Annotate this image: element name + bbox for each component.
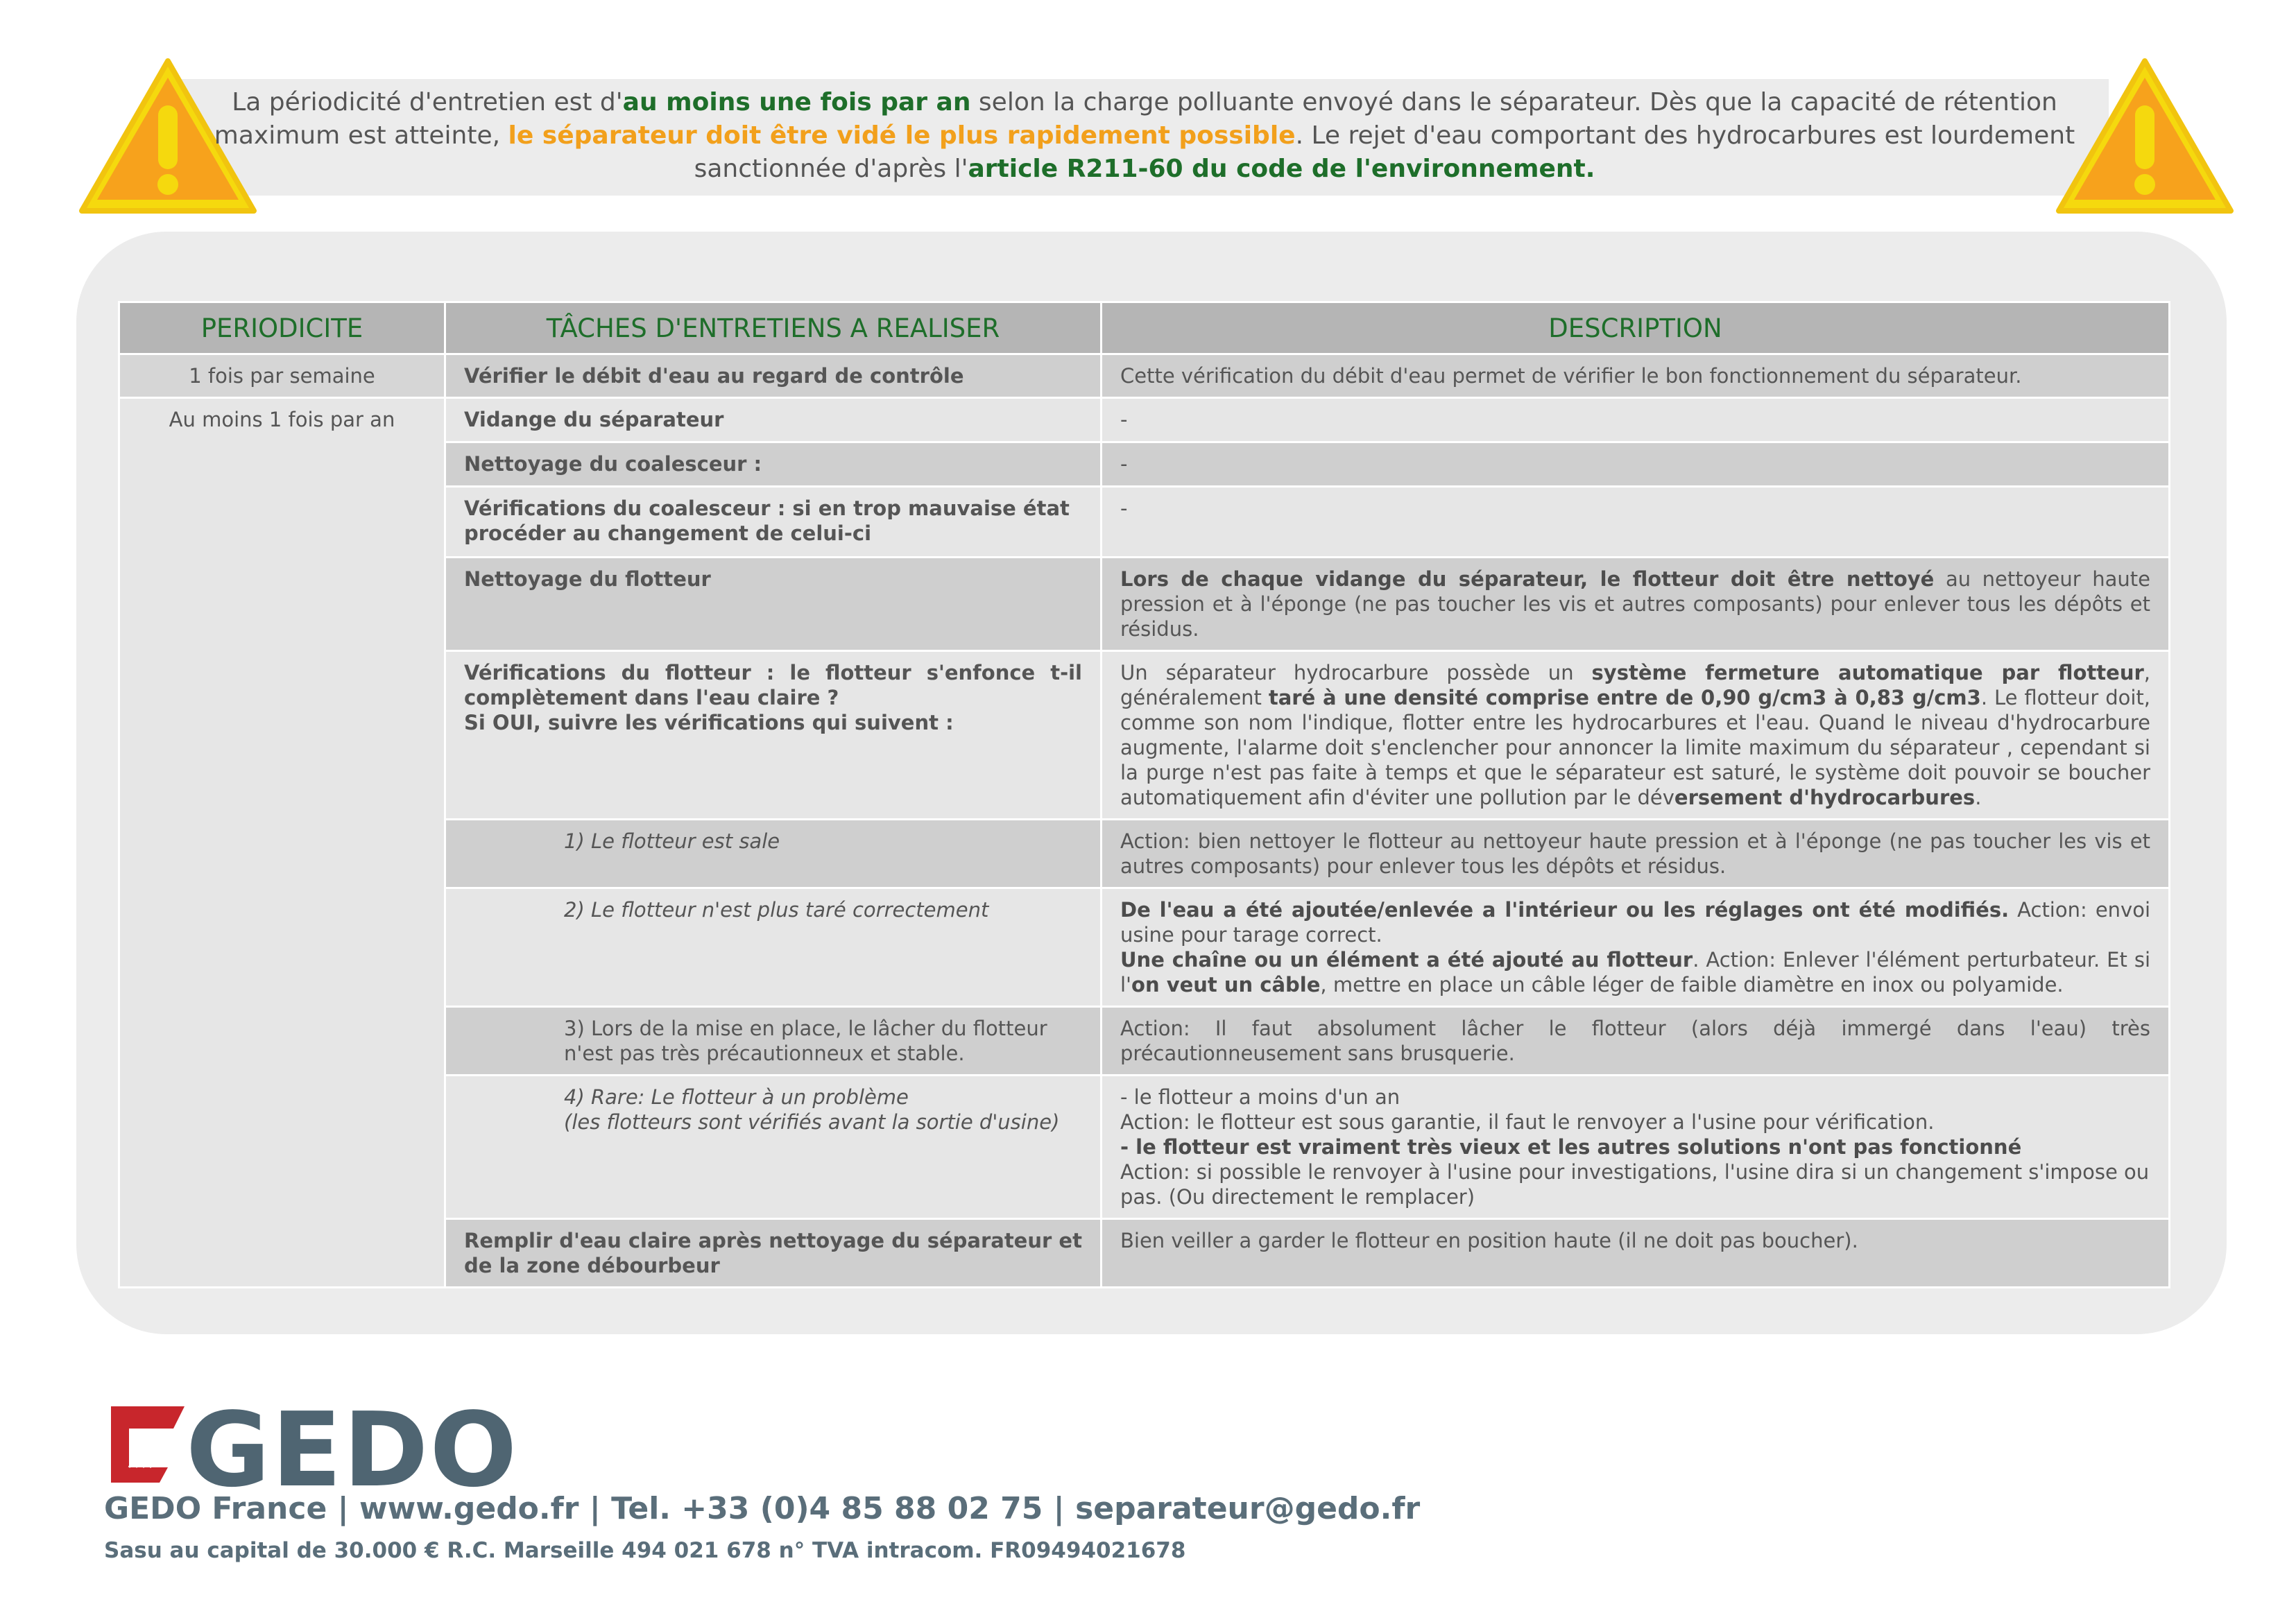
description-cell: De l'eau a été ajoutée/enlevée a l'intérieur ou les réglages ont été modifiés. Action: envoi usine pour tarage correct. Une chaîne ou un élément a été ajouté au flotteur. Action: Enlever l'élément perturbateur. Et si l'on veut un câble, mettre en place un câble léger de faible diamètre en inox ou polyamide. [1102,888,2170,1007]
task-cell: Remplir d'eau claire après nettoyage du séparateur et de la zone débourbeur [445,1219,1102,1288]
description-cell: Lors de chaque vidange du séparateur, le flotteur doit être nettoyé au nettoyeur haute pression et à l'éponge (ne pas toucher les vis et autres composants) pour enlever tous les dépôts et résidus. [1102,558,2170,651]
highlight-article: article R211-60 du code de l'environnement. [968,155,1595,183]
description-cell: Un séparateur hydrocarbure possède un système fermeture automatique par flotteur, généralement taré à une densité comprise entre de 0,90 g/cm3 à 0,83 g/cm3. Le flotteur doit, comme son nom l'indique, flotter entre les hydrocarbures et l'eau. Quand le niveau d'hydrocarbure augmente, l'alarme doit s'enclencher pour annoncer la limite maximum du séparateur , cependant si la purge n'est pas faite à temps et que le séparateur est saturé, le système doit pouvoir se boucher automatiquement afin d'éviter une pollution par le déversement d'hydrocarbures. [1102,651,2170,820]
table-header-row [119,302,2170,354]
description-cell: - [1102,398,2170,442]
description-cell: - [1102,442,2170,487]
header-periodicite: PERIODICITE [119,302,445,354]
description-cell: Cette vérification du débit d'eau permet de vérifier le bon fonctionnement du séparateur. [1102,354,2170,398]
warning-text: La périodicité d'entretien est d'au moins une fois par an selon la charge polluante envoyé dans le séparateur. Dès que la capacité de rétention maximum est atteinte, le séparateur doit être vidé le plus rapidement possible. Le rejet d'eau comportant des hydrocarbures est lourdement sanctionnée d'après l'article R211-60 du code de l'environnement. [214,88,2075,183]
table-row [119,398,2170,442]
task-cell: 2) Le flotteur n'est plus taré correctement [445,888,1102,1007]
header-description: DESCRIPTION [1102,302,2170,354]
description-cell: Action: Il faut absolument lâcher le flotteur (alors déjà immergé dans l'eau) très précautionneusement sans brusquerie. [1102,1007,2170,1076]
task-cell: Vidange du séparateur [445,398,1102,442]
period-yearly: Au moins 1 fois par an [119,398,445,1288]
task-cell: 1) Le flotteur est sale [445,820,1102,888]
footer-contact: GEDO France | www.gedo.fr | Tel. +33 (0)4 85 88 02 75 | separateur@gedo.fr [104,1491,1421,1526]
logo-wordmark: GEDO [186,1390,519,1510]
highlight-frequency: au moins une fois par an [622,88,971,117]
task-cell: Vérifier le débit d'eau au regard de contrôle [445,354,1102,398]
gedo-logo-icon [101,1401,191,1487]
table-row [119,354,2170,398]
highlight-empty: le séparateur doit être vidé le plus rapidement possible [508,121,1296,150]
period-weekly: 1 fois par semaine [119,354,445,398]
task-cell: Vérifications du flotteur : le flotteur s'enfonce t-il complètement dans l'eau claire ? Si OUI, suivre les vérifications qui suivent : [445,651,1102,820]
header-taches: TÂCHES D'ENTRETIENS A REALISER [445,302,1102,354]
description-cell: Action: bien nettoyer le flotteur au nettoyeur haute pression et à l'éponge (ne pas toucher les vis et autres composants) pour enlever tous les dépôts et résidus. [1102,820,2170,888]
task-cell: 4) Rare: Le flotteur à un problème (les flotteurs sont vérifiés avant la sortie d'usine) [445,1076,1102,1219]
task-cell: Nettoyage du flotteur [445,558,1102,651]
footer-legal: Sasu au capital de 30.000 € R.C. Marseille 494 021 678 n° TVA intracom. FR09494021678 [104,1538,1186,1563]
description-cell: - [1102,487,2170,558]
description-cell: Bien veiller a garder le flotteur en position haute (il ne doit pas boucher). [1102,1219,2170,1288]
description-cell: - le flotteur a moins d'un an Action: le flotteur est sous garantie, il faut le renvoyer a l'usine pour vérification. - le flotteur est vraiment très vieux et les autres solutions n'ont pas fonctionné Action: si possible le renvoyer à l'usine pour investigations, l'usine dira si un changement s'impose ou pas. (Ou directement le remplacer) [1102,1076,2170,1219]
maintenance-table [118,301,2170,1288]
task-cell: Vérifications du coalesceur : si en trop mauvaise état procéder au changement de celui-ci [445,487,1102,558]
task-cell: Nettoyage du coalesceur : [445,442,1102,487]
task-cell: 3) Lors de la mise en place, le lâcher du flotteur n'est pas très précautionneux et stable. [445,1007,1102,1076]
